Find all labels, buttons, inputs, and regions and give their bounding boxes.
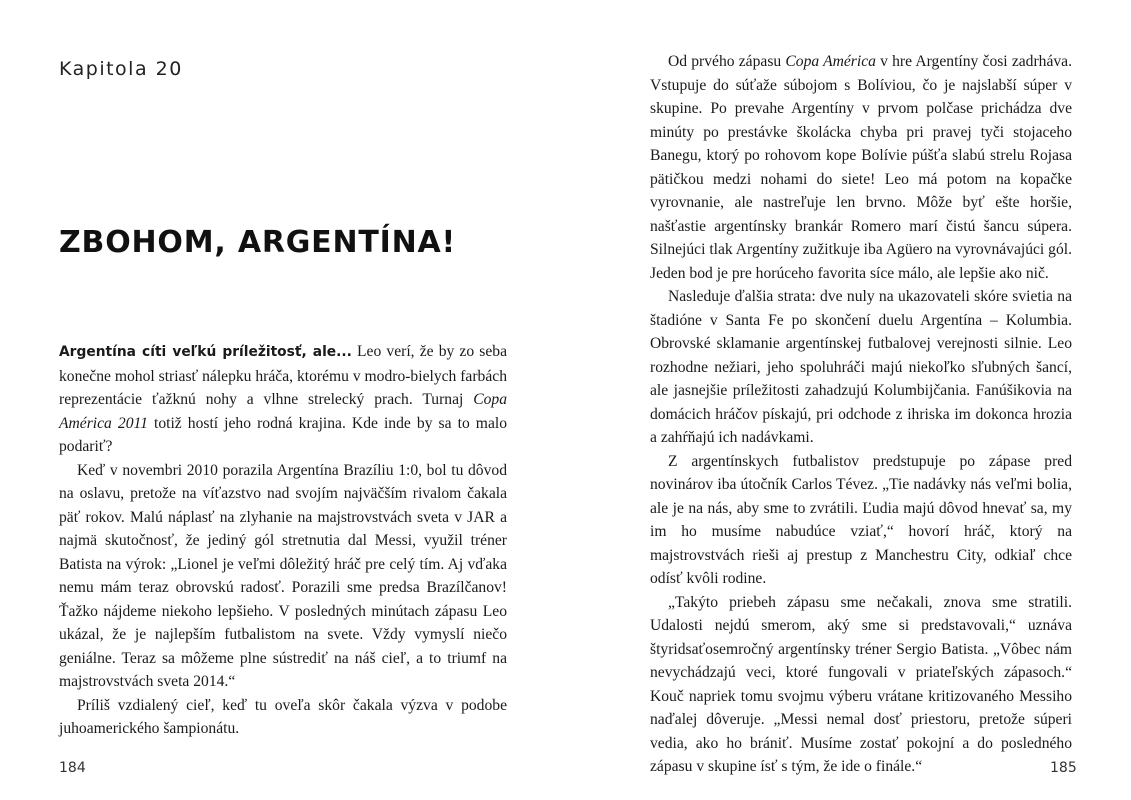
paragraph: „Takýto priebeh zápasu sme nečakali, znova sme stratili. Udalosti nejdú smerom, aký sme si predstavovali,“ uznáva štyridsaťosemročný argentínsky tréner Sergio Batista. „Vôbec nám nevychádzajú veci, ktoré fungovali v priateľských zápasoch.“ Kouč napriek tomu svojmu výberu vrátane kritizovaného Messiho naďalej dôveruje. „Messi nemal dosť priestoru, pretože súperi vedia, ako ho brániť. Musíme zostať pokojní a do posledného zápasu v skupine ísť s tým, že ide o finále.“ (650, 593, 1072, 775)
left-body-text (59, 340, 507, 741)
paragraph-text: Od prvého zápasu (668, 53, 786, 70)
chapter-label: Kapitola 20 (59, 58, 183, 80)
lead-sentence: Argentína cíti veľkú príležitosť, ale... (59, 344, 352, 360)
paragraph-text: totiž hostí jeho rodná krajina. Kde inde by sa to malo podariť? (59, 414, 507, 455)
page-number: 184 (59, 760, 86, 776)
tournament-name: Copa América (785, 53, 876, 70)
paragraph-text: Leo verí, že by zo seba konečne mohol striasť nálepku hráča, ktorému v modro-bielych farbách reprezentácie ťažknú nohy a vlhne strelecký prach. Turnaj (59, 343, 508, 408)
paragraph: Z argentínskych futbalistov predstupuje po zápase pred novinárov iba útočník Carlos Tévez. „Tie nadávky nás veľmi bolia, ale je na nás, aby sme to zvrátili. Ľudia majú dôvod hnevať sa, my im ho musíme nabudúce vziať,“ hovorí hráč, ktorý na majstrovstvách rieši aj prestup z Manchestru City, odkiaľ chce odísť kvôli rodine. (650, 452, 1072, 587)
tournament-name: Copa América 2011 (59, 391, 507, 432)
paragraph (650, 50, 1072, 285)
paragraph: Nasleduje ďalšia strata: dve nuly na ukazovateli skóre svietia na štadióne v Santa Fe po skončení duelu Argentína – Kolumbia. Obrovské sklamanie argentínskej futbalovej verejnosti silnie. Leo rozhodne nežiari, jeho spoluhráči majú niekoľko sľubných šancí, ale jasnejšie príležitosti zahadzujú Kolumbijčania. Fanúšikovia na domácich hráčov pískajú, pri odchode z ihriska im dokonca hrozia a zahŕňajú ich nadávkami. (650, 288, 1072, 446)
paragraph: Príliš vzdialený cieľ, keď tu oveľa skôr čakala výzva v podobe juhoamerického šampionátu. (59, 696, 507, 737)
paragraph: Keď v novembri 2010 porazila Argentína Brazíliu 1:0, bol tu dôvod na oslavu, pretože na víťazstvo nad svojím najväčším rivalom čakala päť rokov. Malú náplasť na zlyhanie na majstrovstvách sveta v JAR a najmä skutočnosť, že jediný gól stretnutia dal Messi, využil tréner Batista na výrok: „Lionel je veľmi dôležitý hráč pre celý tím. Aj vďaka nemu mám teraz obrovskú radosť. Porazili sme predsa Brazílčanov! Ťažko nájdeme niekoho lepšieho. V posledných minútach zápasu Leo ukázal, že je najlepším futbalistom na svete. Vždy vymyslí niečo geniálne. Teraz sa môžeme plne sústrediť na náš cieľ, a to triumf na majstrovstvách sveta 2014.“ (59, 461, 507, 690)
right-body-text (650, 50, 1072, 779)
page-number: 185 (1050, 760, 1077, 776)
right-page (566, 0, 1131, 800)
paragraph-lead (59, 340, 507, 459)
chapter-title: ZBOHOM, ARGENTÍNA! (59, 225, 457, 260)
left-page (0, 0, 565, 800)
paragraph-text: v hre Argentíny čosi zadrháva. Vstupuje do súťaže súbojom s Bolíviou, čo je najslabší súper v skupine. Po prevahe Argentíny v prvom polčase prichádza dve minúty po prestávke školácka chyba pri pravej tyči stojaceho Banegu, ktorý po rohovom kope Bolívie púšťa slabú strelu Rojasa pätičkou medzi nohami do siete! Leo má potom na kopačke vyrovnanie, ale nastreľuje len brvno. Môže byť ešte horšie, našťastie argentínsky brankár Romero marí čistú šancu súpera. Silnejúci tlak Argentíny zužitkuje iba Agüero na vyrovnávajúci gól. Jeden bod je pre horúceho favorita síce málo, ale lepšie ako nič. (650, 53, 1073, 282)
